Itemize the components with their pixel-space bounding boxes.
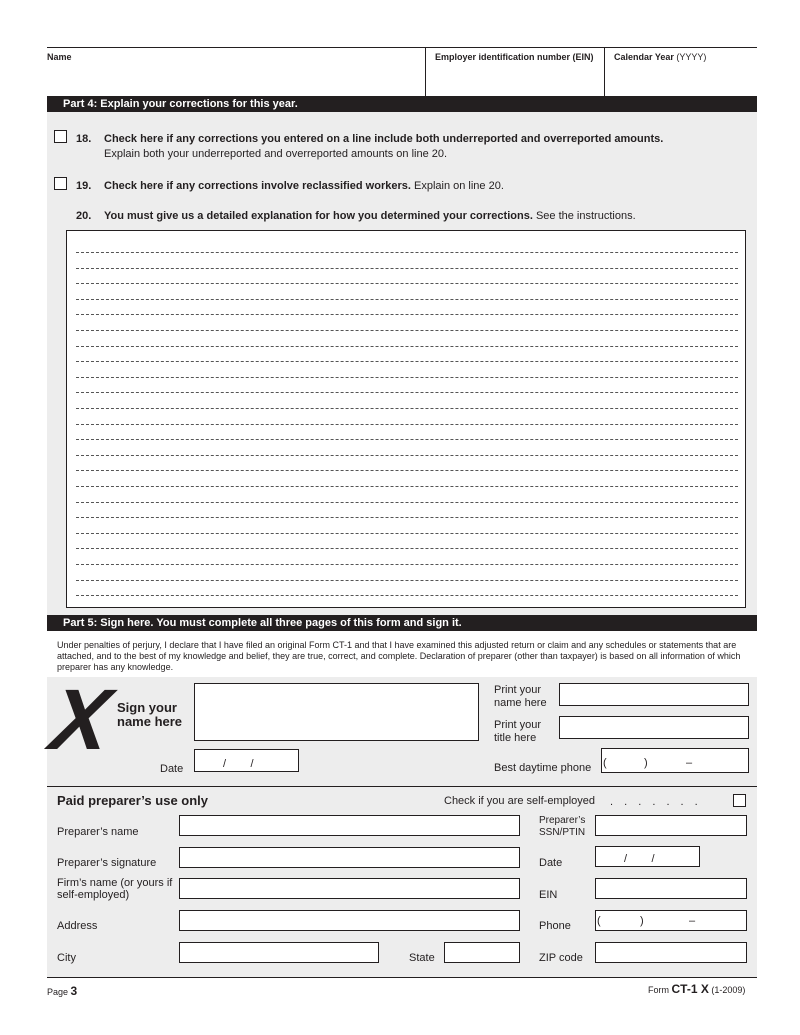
sign-label-1: Sign your <box>117 700 177 715</box>
line19-checkbox[interactable] <box>54 177 67 190</box>
explanation-dotted-line <box>76 377 738 378</box>
explanation-dotted-line <box>76 252 738 253</box>
calendar-year-label <box>614 51 706 64</box>
preparer-ssn-label-1: Preparer’s <box>539 815 586 826</box>
explanation-dotted-line <box>76 580 738 581</box>
explanation-dotted-line <box>76 439 738 440</box>
print-name-field[interactable] <box>559 683 749 706</box>
city-field[interactable] <box>179 942 379 963</box>
phone-label: Best daytime phone <box>494 762 592 774</box>
line18-number: 18. <box>76 133 92 145</box>
explanation-dotted-line <box>76 470 738 471</box>
preparer-date-label: Date <box>539 857 563 869</box>
ein-label: Employer identification number (EIN) <box>435 52 594 62</box>
self-employed-label: Check if you are self-employed <box>444 795 596 807</box>
state-label: State <box>409 952 435 964</box>
explanation-dotted-line <box>76 517 738 518</box>
form-name: CT-1 X <box>671 982 709 996</box>
preparer-signature-field[interactable] <box>179 847 520 868</box>
zip-field[interactable] <box>595 942 747 963</box>
explanation-dotted-line <box>76 299 738 300</box>
preparer-phone-dash: – <box>689 915 696 927</box>
preparer-ssn-field[interactable] <box>595 815 747 836</box>
explanation-dotted-line <box>76 533 738 534</box>
name-label: Name <box>47 52 72 62</box>
explanation-dotted-line <box>76 392 738 393</box>
calendar-year-text: Calendar Year <box>614 52 674 62</box>
preparer-signature-label: Preparer’s signature <box>57 857 157 869</box>
address-label: Address <box>57 920 98 932</box>
explanation-dotted-line <box>76 330 738 331</box>
calendar-year-hint: (YYYY) <box>676 52 707 62</box>
line20-line <box>104 210 636 223</box>
explanation-dotted-line <box>76 424 738 425</box>
date-label: Date <box>160 763 184 775</box>
line18-checkbox[interactable] <box>54 130 67 143</box>
print-title-field[interactable] <box>559 716 749 739</box>
preparer-phone-open-paren: ( <box>597 915 601 927</box>
preparer-name-label: Preparer’s name <box>57 826 139 838</box>
preparer-date-separators: / / <box>624 853 655 865</box>
line18-text: Explain both your underreported and overreported amounts on line 20. <box>104 148 448 160</box>
explanation-dotted-line <box>76 408 738 409</box>
firm-name-field[interactable] <box>179 878 520 899</box>
explanation-dotted-line <box>76 564 738 565</box>
address-field[interactable] <box>179 910 520 931</box>
firm-name-label-2: self-employed) <box>57 889 130 901</box>
print-title-label-2: title here <box>494 732 537 744</box>
part5-title: Part 5: Sign here. You must complete all three pages of this form and sign it. <box>47 615 757 631</box>
form-label: Form <box>648 985 669 995</box>
phone-field[interactable] <box>601 748 749 773</box>
city-label: City <box>57 952 76 964</box>
part4-title: Part 4: Explain your corrections for this year. <box>47 96 757 112</box>
line20-text: See the instructions. <box>535 210 636 222</box>
line19-heading: Check here if any corrections involve reclassified workers. <box>104 180 411 192</box>
header-divider-1 <box>425 47 426 96</box>
preparer-ssn-label-2: SSN/PTIN <box>539 827 586 838</box>
explanation-dotted-line <box>76 268 738 269</box>
sign-label-2: name here <box>117 714 183 729</box>
date-separators: / / <box>223 758 254 770</box>
line20-heading: You must give us a detailed explanation for how you determined your corrections. <box>104 210 533 222</box>
form-revision: (1-2009) <box>711 985 746 995</box>
phone-dash: – <box>686 757 693 769</box>
ein-field[interactable] <box>427 64 602 94</box>
page-number: 3 <box>70 984 78 998</box>
firm-ein-field[interactable] <box>595 878 747 899</box>
print-title-label-1: Print your <box>494 719 542 731</box>
explanation-textarea[interactable] <box>66 230 746 608</box>
explanation-dotted-line <box>76 314 738 315</box>
line19-text: Explain on line 20. <box>413 180 504 192</box>
preparer-title: Paid preparer’s use only <box>57 793 209 808</box>
line19-number: 19. <box>76 180 92 192</box>
phone-close-paren: ) <box>644 757 648 769</box>
page-label: Page <box>47 987 69 997</box>
name-field[interactable] <box>47 64 423 94</box>
firm-ein-label: EIN <box>539 889 558 901</box>
explanation-dotted-line <box>76 595 738 596</box>
explanation-dotted-line <box>76 361 738 362</box>
preparer-name-field[interactable] <box>179 815 520 836</box>
preparer-phone-close-paren: ) <box>640 915 644 927</box>
explanation-dotted-line <box>76 455 738 456</box>
line19-line <box>104 180 504 193</box>
perjury-declaration: Under penalties of perjury, I declare that I have filed an original Form CT-1 and that I have examined this adjusted return or claim and any schedules or statements that are attached, and to the best of my knowledge and belief, they are true, correct, and complete. Declaration of preparer (other than taxpayer) is based on all information of which preparer has any knowledge. <box>57 640 741 672</box>
form-footer <box>648 983 745 997</box>
explanation-dotted-line <box>76 548 738 549</box>
preparer-phone-field[interactable] <box>595 910 747 931</box>
signature-field[interactable] <box>194 683 479 741</box>
sign-x-mark: X <box>45 672 117 768</box>
line20-number: 20. <box>76 210 92 222</box>
print-name-label-2: name here <box>494 697 547 709</box>
explanation-dotted-line <box>76 283 738 284</box>
page-footer <box>47 985 77 999</box>
header-top-rule <box>47 47 757 48</box>
self-employed-dots: . . . . . . . <box>610 796 702 808</box>
print-name-label-1: Print your <box>494 684 542 696</box>
phone-open-paren: ( <box>603 757 607 769</box>
self-employed-checkbox[interactable] <box>733 794 746 807</box>
explanation-dotted-line <box>76 346 738 347</box>
line18-heading: Check here if any corrections you entered on a line include both underreported and overreported amounts. <box>104 133 664 145</box>
zip-label: ZIP code <box>539 952 583 964</box>
explanation-dotted-line <box>76 502 738 503</box>
firm-name-label-1: Firm’s name (or yours if <box>57 877 173 889</box>
preparer-bottom-rule <box>47 977 757 978</box>
state-field[interactable] <box>444 942 520 963</box>
preparer-phone-label: Phone <box>539 920 571 932</box>
calendar-year-field[interactable] <box>606 64 756 94</box>
explanation-dotted-line <box>76 486 738 487</box>
header-divider-2 <box>604 47 605 96</box>
